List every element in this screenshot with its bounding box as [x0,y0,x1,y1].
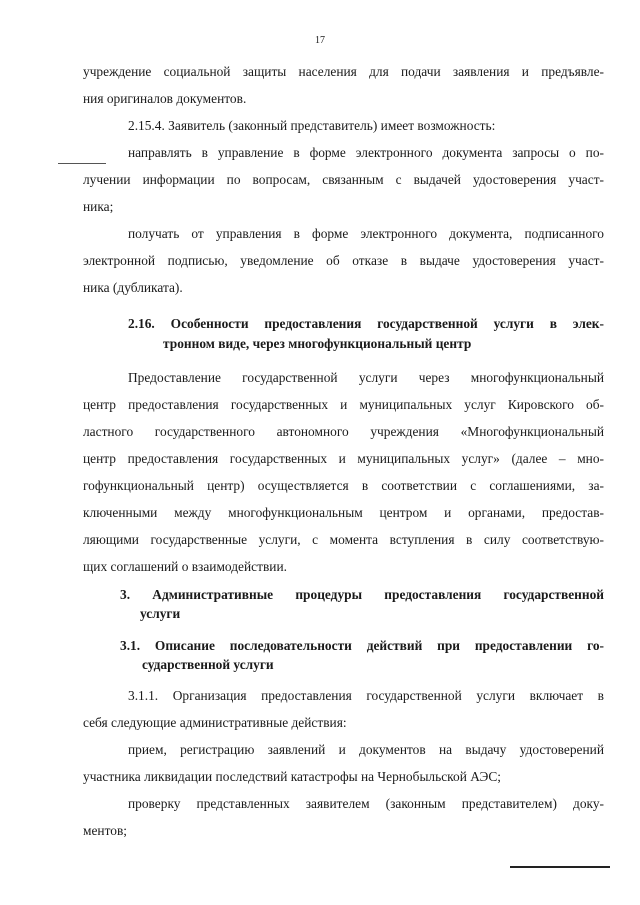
section-heading: 2.16. Особенности предоставления государственной услуги в элек- [128,316,604,331]
chapter-heading: услуги [140,606,181,621]
chapter-heading: 3. Административные процедуры предоставления государственной [120,587,604,602]
text-line: прием, регистрацию заявлений и документов на выдачу удостоверений [128,742,604,757]
text-line: Предоставление государственной услуги через многофункциональный [128,370,604,385]
text-line: гофункциональный центр) осуществляется в соответствии с соглашениями, за- [83,478,604,493]
text-line: центр предоставления государственных и муниципальных услуг Кировского об- [83,397,604,412]
text-line: центр предоставления государственных и муниципальных услуг» (далее – мно- [83,451,604,466]
text-line: лучении информации по вопросам, связанным с выдачей удостоверения участ- [83,172,604,187]
section-heading: тронном виде, через многофункциональный центр [163,336,472,351]
text-line: 2.15.4. Заявитель (законный представитель) имеет возможность: [128,118,496,133]
section-heading: сударственной услуги [142,657,274,672]
text-line: учреждение социальной защиты населения для подачи заявления и предъявле- [83,64,604,79]
text-line: получать от управления в форме электронного документа, подписанного [128,226,604,241]
section-heading: 3.1. Описание последовательности действий при предоставлении го- [120,638,604,653]
text-line: ника (дубликата). [83,280,183,295]
text-line: ляющими государственные услуги, с момента вступления в силу соответствую- [83,532,604,547]
text-line: ния оригиналов документов. [83,91,247,106]
page-number: 17 [315,35,325,46]
text-line: проверку представленных заявителем (законным представителем) доку- [128,796,604,811]
text-line: электронной подписью, уведомление об отказе в выдаче удостоверения участ- [83,253,604,268]
text-line: 3.1.1. Организация предоставления государственной услуги включает в [128,688,604,703]
text-line: себя следующие административные действия: [83,715,347,730]
text-line: участника ликвидации последствий катастрофы на Чернобыльской АЭС; [83,769,502,784]
text-line: ластного государственного автономного учреждения «Многофункциональный [83,424,604,439]
text-line: щих соглашений о взаимодействии. [83,559,287,574]
text-line: ника; [83,199,114,214]
text-line: ментов; [83,823,127,838]
text-line: ключенными между многофункциональным центром и органами, предостав- [83,505,604,520]
scan-artifact-line [58,163,106,164]
scan-artifact-line [510,866,610,868]
text-line: направлять в управление в форме электронного документа запросы о по- [128,145,604,160]
